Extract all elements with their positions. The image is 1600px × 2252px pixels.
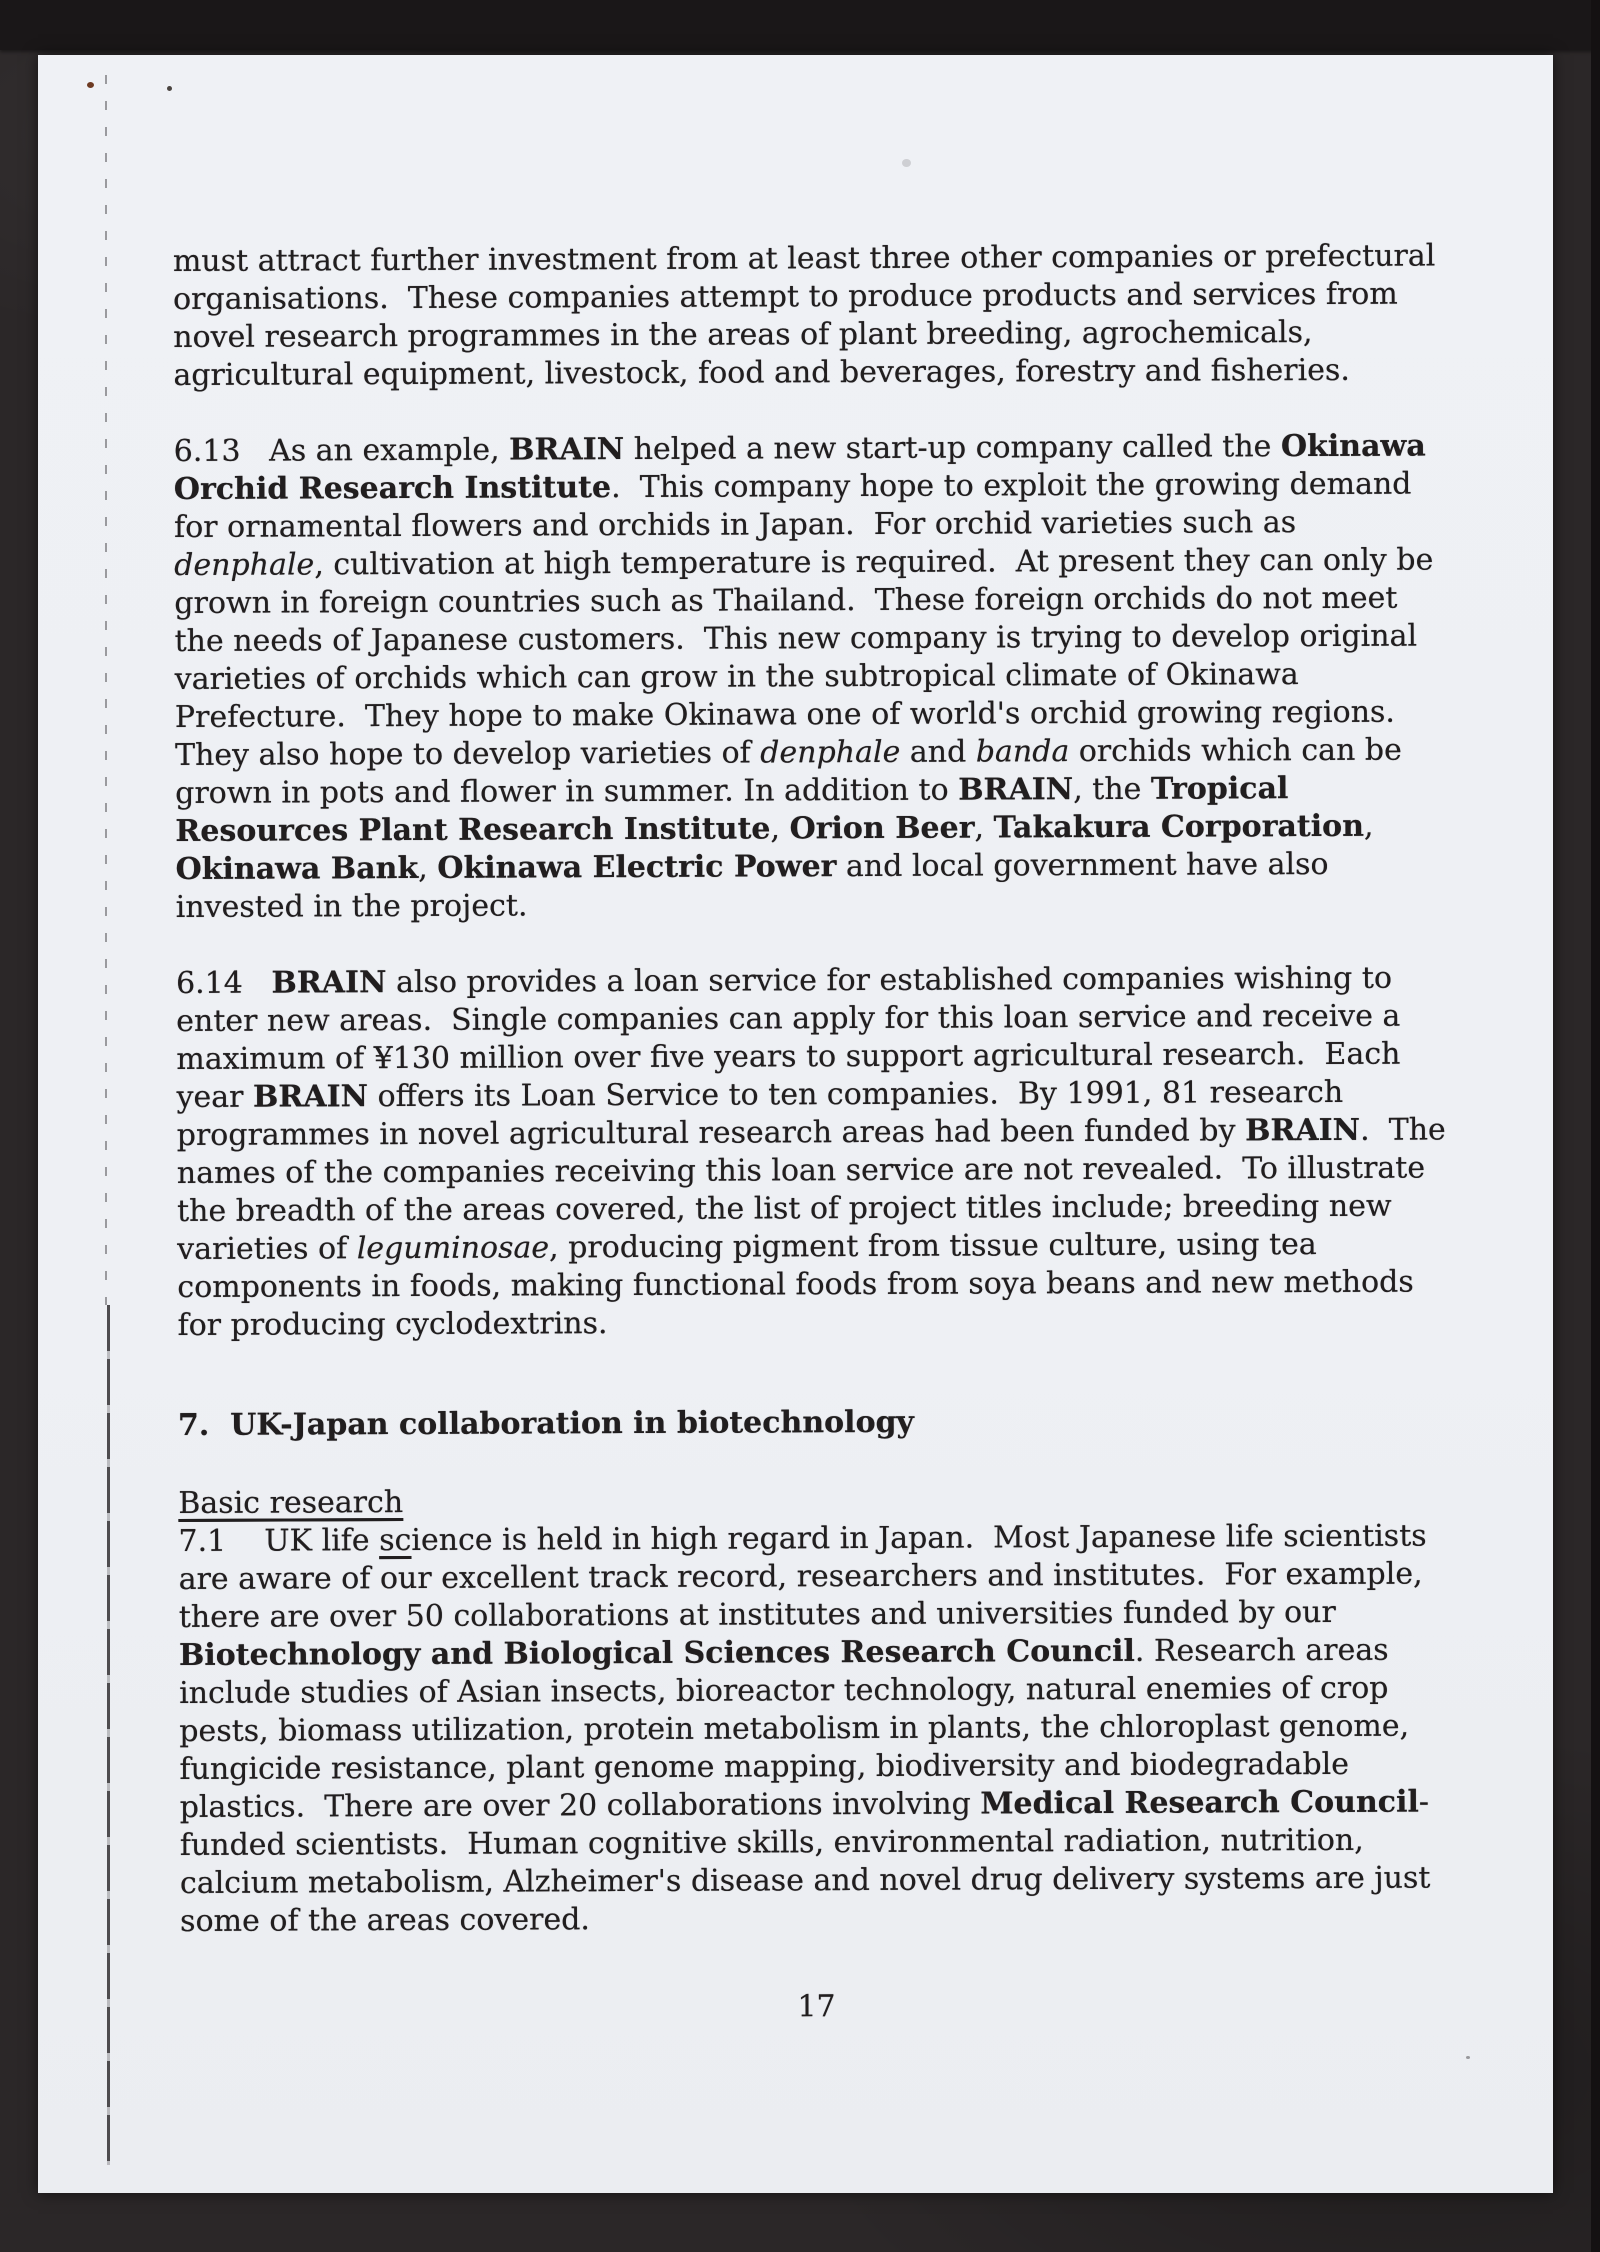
scanner-top-band xyxy=(0,0,1600,50)
paper-speck xyxy=(1466,2056,1470,2059)
page-content xyxy=(172,49,1456,2029)
paper-speck xyxy=(87,82,94,88)
crease-line-top xyxy=(105,75,107,1305)
paragraph-6-13: 6.13 As an example, BRAIN helped a new start-up company called the Okinawa Orchid Research Institute. This company hope to exploit the growing demand for ornamental flowers and orchids in Japan. For orchid varieties such as denphale, cultivation at high temperature is required. At present they can only be grown in foreign countries such as Thailand. These foreign orchids do not meet the needs of Japanese customers. This new company is trying to develop original varieties of orchids which can grow in the subtropical climate of Okinawa Prefecture. They hope to make Okinawa one of world's orchid growing regions. They also hope to develop varieties of denphale and banda orchids which can be grown in pots and flower in summer. In addition to BRAIN, the Tropical Resources Plant Research Institute, Orion Beer, Takakura Corporation, Okinawa Bank, Okinawa Electric Power and local government have also invested in the project. xyxy=(173,428,1443,925)
subsection-heading-basic-research: Basic research xyxy=(178,1485,404,1521)
page-number: 17 xyxy=(797,1989,836,2025)
paragraph-intro-continuation: must attract further investment from at least three other companies or prefectural organisations. These companies attempt to produce products and services from novel research programmes in the areas of plant breeding, agrochemicals, agricultural equipment, livestock, food and beverages, forestry and fisheries. xyxy=(172,238,1445,393)
section-heading-7: 7. UK-Japan collaboration in biotechnology xyxy=(177,1404,915,1443)
paragraph-7-1: 7.1 UK life science is held in high regard in Japan. Most Japanese life scientists are aware of our excellent track record, researchers and institutes. For example, there are over 50 collaborations at institutes and universities funded by our Biotechnology and Biological Sciences Research Council. Research areas include studies of Asian insects, bioreactor technology, natural enemies of crop pests, biomass utilization, protein metabolism in plants, the chloroplast genome, fungicide resistance, plant genome mapping, biodiversity and biodegradable plastics. There are over 20 collaborations involving Medical Research Council-funded scientists. Human cognitive skills, environmental radiation, nutrition, calcium metabolism, Alzheimer's disease and novel drug delivery systems are just some of the areas covered. xyxy=(178,1518,1441,1939)
document-page xyxy=(38,55,1553,2193)
paragraph-6-14: 6.14 BRAIN also provides a loan service for established companies wishing to enter new areas. Single companies can apply for this loan service and receive a maximum of ¥130 million over five years to support agricultural research. Each year BRAIN offers its Loan Service to ten companies. By 1991, 81 research programmes in novel agricultural research areas had been funded by BRAIN. The names of the companies receiving this loan service are not revealed. To illustrate the breadth of the areas covered, the list of project titles include; breeding new varieties of leguminosae, producing pigment from tissue culture, using tea components in foods, making functional foods from soya beans and new methods for producing cyclodextrins. xyxy=(175,960,1456,1343)
crease-line-bottom xyxy=(107,1305,110,2165)
scanner-right-edge xyxy=(1591,0,1600,2252)
